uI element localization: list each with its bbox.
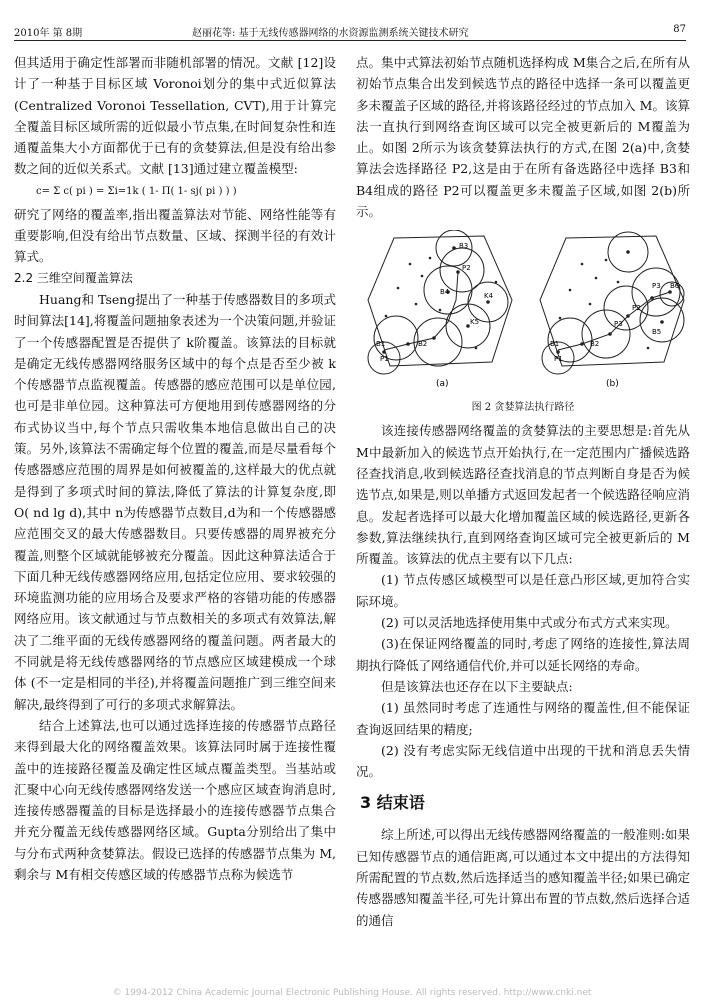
figure-2 <box>356 230 690 398</box>
paragraph: Huang和 Tseng提出了一种基于传感器数目的多项式时间算法[14],将覆盖问题抽象表述为一个决策问题,并验证了一个传感器配置是否提供了 k阶覆盖。该算法的目标就是确定无线传感器网络服务区域中的每个点是否至少被 k个传感器节点监视覆盖。传感器的感应范围可以是单位园,也可是非单位园。这种算法可方便地用到传感器网络的分布式协议当中,每个节点只需收集本地信息做出自己的决策。另外,该算法不需确定每个位置的覆盖,而是尽量看每个传感器感应范围的周界是如何被覆盖的,这样最大的优点就是得到了多项式时间的算法,降低了算法的计算复杂度,即 O( nd lg d),其中 n为传感器节点数目,d为和一个传感器感应范围交叉的最大传感器数目。只要传感器的周界被充分覆盖,则整个区域就能够被充分覆盖。因此这种算法适合于下面几种无线传感器网络应用,包括定位应用、要求较强的环境监测功能的应用场合及要求严格的容错功能的传感器网络应用。该文献通过与节点数相关的多项式有效算法,解决了二维平面的无线传感器网络的覆盖问题。两者最大的不同就是将无线传感器网络的节点感应区域建模成一个球体 (不一定是相同的半径),并将覆盖问题推广到三维空间来解决,最终得到了可行的多项式求解算法。 <box>14 291 336 712</box>
figure-caption: 图 2 贪婪算法执行路径 <box>471 402 575 414</box>
query-region <box>368 236 512 366</box>
advantage-item: (1) 节点传感区域模型可以是任意凸形区域,更加符合实际环境。 <box>356 572 690 609</box>
node-label: B2 <box>418 340 428 349</box>
subfigure-label-a: (a) <box>436 379 449 390</box>
section-heading-3: 3 结束语 <box>360 793 425 813</box>
page-number: 87 <box>673 24 686 35</box>
running-header <box>14 22 686 41</box>
node-label: B2 <box>590 340 600 349</box>
node-label: P1 <box>380 355 389 364</box>
subfigure-label-b: (b) <box>606 379 619 390</box>
paragraph: 研究了网络的覆盖率,指出覆盖算法对节能、网络性能等有重要影响,但没有给出节点数量、区域、探测半径的有效计算式。 <box>14 206 336 265</box>
paragraph: 该连接传感器网络覆盖的贪婪算法的主要思想是:首先从 M中最新加入的候选节点开始执行,在一定范围内广播候选路径查找消息,收到候选路径查找消息的节点判断自身是否为候选节点,如果是,则以单播方式返回发起者一个候选路径响应消息。发起者选择可以最大化增加覆盖区域的候选路径,更新各参数,算法继续执行,直到网络查询区域可完全被更新后的 M所覆盖。该算法的优点主要有以下几点: <box>356 423 690 567</box>
running-title: 赵丽花等: 基于无线传感器网络的水资源监测系统关键技术研究 <box>192 28 469 39</box>
node-label: B4 <box>440 288 450 297</box>
panel-a <box>368 230 512 389</box>
node-label: B5 <box>652 328 662 337</box>
node-label: P3 <box>614 320 623 329</box>
node-label: P1 <box>554 355 563 364</box>
node-label: K5 <box>470 318 480 327</box>
node-label: P3 <box>652 282 661 291</box>
node-label: B3 <box>459 242 469 251</box>
coverage-formula: c= Σ c( pi ) = Σi=1k ( 1- Π( 1- sj( pi ) ) ) <box>36 185 237 197</box>
advantage-item: (3)在保证网络覆盖的同时,考虑了网络的连接性,算法周期执行降低了网络通信代价,并可以延长网络的寿命。 <box>356 636 690 673</box>
right-column <box>356 52 690 931</box>
journal-issue: 2010年 第 8期 <box>14 28 83 39</box>
paragraph: 点。集中式算法初始节点随机选择构成 M集合之后,在所有从初始节点集合出发到候选节点的路径中选择一条可以覆盖更多未覆盖子区域的路径,并将该路径经过的节点加入 M。该算法一直执行到网络查询区域可以完全被更新后的 M覆盖为止。如图 2所示为该贪婪算法执行的方式,在图 2(a)中,贪婪算法会选择路径 P2,这是由于在所有备选路径中选择 B3和 B4组成的路径 P2可以覆盖更多未覆盖子区域,如图 2(b)所示。 <box>356 55 690 220</box>
paragraph: 但其适用于确定性部署而非随机部署的情况。文献 [12]设计了一种基于目标区域 Voronoi划分的集中式近似算法 (Centralized Voronoi Tessellation, CVT),用于计算完全覆盖目标区域所需的近似最小节点集,在时间复杂性和连通覆盖集大小方面都优于已有的贪婪算法,但是没有给出参数之间的近似关系式。文献 [13]通过建立覆盖模型: <box>14 55 336 177</box>
copyright-footer: © 1994-2012 China Academic Journal Electronic Publishing House. All rights reserved. http://www.cnki.net <box>112 988 592 998</box>
path-segment <box>384 272 458 350</box>
paragraph: 综上所述,可以得出无线传感器网络覆盖的一般准则:如果已知传感器节点的通信距离,可以通过本文中提出的方法得知所需配置的节点数,然后选择适当的感知覆盖半径;如果已确定传感器感知覆盖半径,可先计算出布置的节点数,然后选择合适的通信 <box>356 827 690 928</box>
drawback-item: (1) 虽然同时考虑了连通性与网络的覆盖性,但不能保证查询返回结果的精度; <box>356 700 690 737</box>
left-column <box>14 52 336 885</box>
node-label: P2 <box>462 264 471 273</box>
node-label: P2 <box>632 304 641 313</box>
advantage-item: (2) 可以灵活地选择使用集中式或分布式方式来实现。 <box>381 615 678 631</box>
node-label: B1 <box>376 340 386 349</box>
paragraph: 但是该算法也还存在以下主要缺点: <box>381 678 573 694</box>
greedy-path-diagram <box>356 230 690 398</box>
sensor-circle <box>604 286 648 330</box>
node-label: B6 <box>670 282 680 291</box>
node-label: B1 <box>550 340 560 349</box>
section-heading-2-2: 2.2 三维空间覆盖算法 <box>14 270 133 285</box>
paragraph: 结合上述算法,也可以通过选择连接的传感器节点路径来得到最大化的网络覆盖效果。该算法同时属于连接性覆盖中的连接路径覆盖及确定性区域点覆盖类型。当基站或汇聚中心向无线传感器网络发送一个感应区域查询消息时,连接传感器覆盖的目标是选择最小的连接传感器节点集合并充分覆盖无线传感器网络区域。Gupta分别给出了集中与分布式两种贪婪算法。假设已选择的传感器节点集为 M,剩余与 M有相交传感区域的传感器节点称为候选节 <box>14 717 336 882</box>
node-label: K4 <box>484 292 494 301</box>
panel-b <box>540 232 684 389</box>
drawback-item: (2) 没有考虑实际无线信道中出现的干扰和消息丢失情况。 <box>356 742 690 780</box>
